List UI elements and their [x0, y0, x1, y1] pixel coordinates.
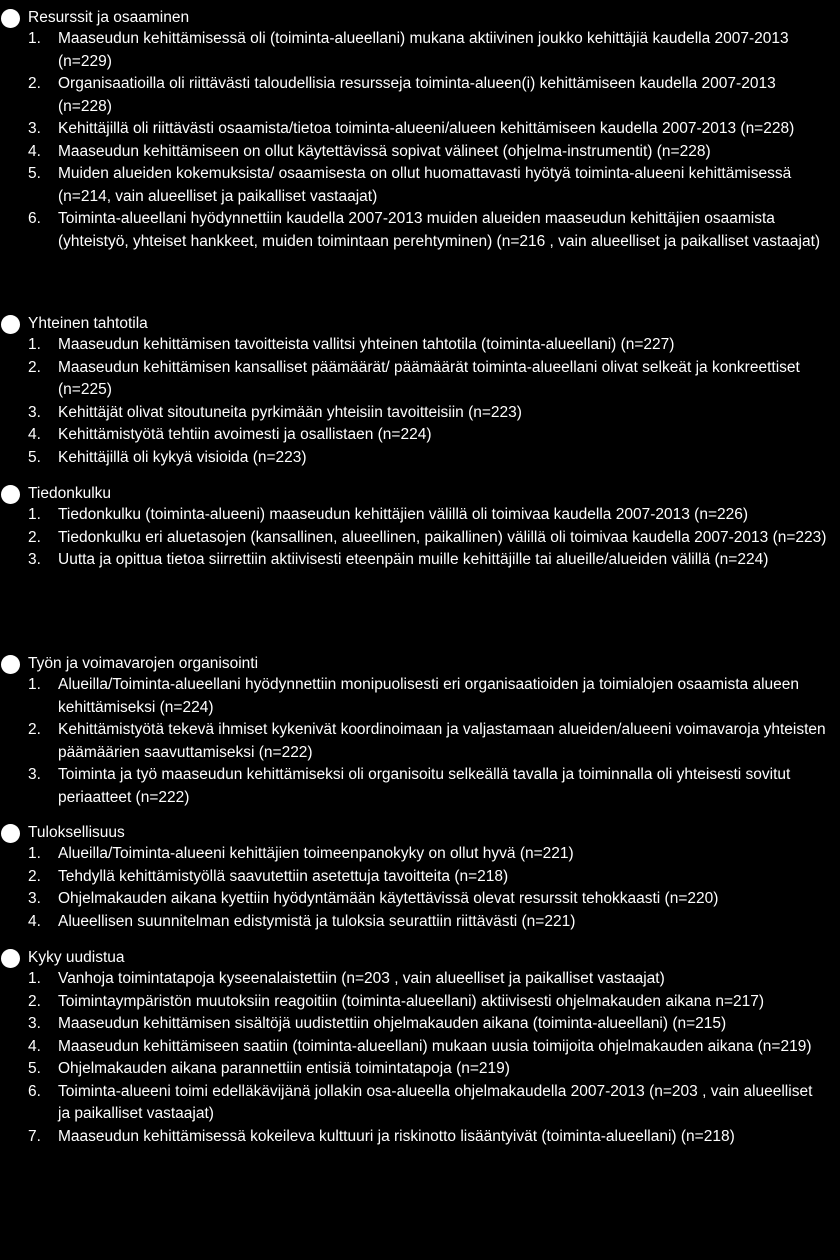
list-item	[0, 334, 840, 357]
list-item	[0, 866, 840, 889]
item-list	[0, 504, 840, 572]
section-title	[0, 654, 840, 674]
item-number: 6.	[28, 1082, 41, 1100]
item-list	[0, 968, 840, 1148]
item-text: Maaseudun kehittämiseen saatiin (toiminta-alueellani) mukaan uusia toimijoita ohjelmakauden aikana (n=219)	[58, 1037, 812, 1055]
list-item	[0, 1126, 840, 1149]
item-text: Maaseudun kehittämisessä kokeileva kulttuuri ja riskinotto lisääntyivät (toiminta-alueellani) (n=218)	[58, 1127, 735, 1145]
section-title-text: Yhteinen tahtotila	[28, 315, 148, 332]
item-list	[0, 674, 840, 809]
list-item	[0, 888, 840, 911]
item-text: Kehittäjät olivat sitoutuneita pyrkimään yhteisiin tavoitteisiin (n=223)	[58, 403, 522, 421]
item-text: Maaseudun kehittämiseen on ollut käytettävissä sopivat välineet (ohjelma-instrumentit) (n=228)	[58, 142, 711, 160]
section-title	[0, 314, 840, 334]
item-text: Kehittäjillä oli riittävästi osaamista/tietoa toiminta-alueeni/alueen kehittämiseen kaudella 2007-2013 (n=228)	[58, 120, 795, 137]
item-number: 5.	[28, 448, 41, 466]
item-text: Ohjelmakauden aikana parannettiin entisiä toimintatapoja (n=219)	[58, 1060, 510, 1077]
item-text: Ohjelmakauden aikana kyettiin hyödyntämään käytettävissä olevat resurssit tehokkaasti (n=220)	[58, 890, 719, 907]
list-item	[0, 141, 840, 164]
item-number: 1.	[28, 676, 41, 693]
section-information-flow	[0, 484, 840, 572]
list-item	[0, 402, 840, 425]
item-text: Uutta ja opittua tietoa siirrettiin aktiivisesti eteenpäin muille kehittäjille tai alueille/alueiden välillä (n=224)	[58, 551, 769, 568]
bullet-circle-icon	[1, 315, 20, 334]
list-item	[0, 843, 840, 866]
list-item	[0, 28, 840, 73]
bullet-circle-icon	[1, 949, 20, 968]
item-text: Tiedonkulku eri aluetasojen (kansallinen, alueellinen, paikallinen) välillä oli toimivaa kaudella 2007-2013 (n=223)	[58, 528, 827, 546]
item-text: Toiminta-alueellani hyödynnettiin kaudella 2007-2013 muiden alueiden maaseudun kehittäjien osaamista (yhteistyö, yhteiset hankkeet, muiden toimintaan perehtyminen) (n=216 , vain alueelliset ja paikalliset vastaajat)	[58, 210, 821, 250]
item-number: 1.	[28, 845, 41, 862]
item-number: 4.	[28, 426, 41, 443]
item-number: 4.	[28, 142, 41, 160]
section-title	[0, 948, 840, 968]
item-number: 4.	[28, 912, 41, 930]
list-item	[0, 208, 840, 253]
section-work-organisation	[0, 654, 840, 809]
list-item	[0, 991, 840, 1014]
list-item	[0, 424, 840, 447]
item-text: Maaseudun kehittämisen kansalliset päämäärät/ päämäärät toiminta-alueellani olivat selkeät ja konkreettiset (n=225)	[58, 358, 800, 398]
item-number: 3.	[28, 1015, 41, 1032]
list-item	[0, 549, 840, 572]
item-text: Tiedonkulku (toiminta-alueeni) maaseudun kehittäjien välillä oli toimivaa kaudella 2007-2013 (n=226)	[58, 506, 749, 523]
item-text: Toiminta ja työ maaseudun kehittämiseksi oli organisoitu selkeällä tavalla ja toiminnalla oli yhteisesti sovitut periaatteet (n=222)	[58, 766, 791, 806]
item-text: Alueilla/Toiminta-alueeni kehittäjien toimeenpanokyky on ollut hyvä (n=221)	[58, 845, 574, 862]
list-item	[0, 447, 840, 470]
item-text: Maaseudun kehittämisessä oli (toiminta-alueellani) mukana aktiivinen joukko kehittäjiä kaudella 2007-2013 (n=229)	[58, 30, 789, 70]
item-number: 3.	[28, 403, 41, 421]
list-item	[0, 163, 840, 208]
list-item	[0, 1081, 840, 1126]
item-number: 2.	[28, 528, 41, 546]
item-text: Toiminta-alueeni toimi edelläkävijänä jollakin osa-alueella ohjelmakaudella 2007-2013 (n=203 , vain alueelliset ja paikalliset vastaajat)	[58, 1082, 813, 1122]
section-resources	[0, 8, 840, 253]
list-item	[0, 968, 840, 991]
list-item	[0, 504, 840, 527]
section-title-text: Kyky uudistua	[28, 949, 125, 966]
bullet-circle-icon	[1, 824, 20, 843]
list-item	[0, 764, 840, 809]
list-item	[0, 527, 840, 550]
item-list	[0, 843, 840, 933]
item-number: 1.	[28, 970, 41, 987]
list-item	[0, 1013, 840, 1036]
item-number: 4.	[28, 1037, 41, 1055]
list-item	[0, 719, 840, 764]
item-number: 3.	[28, 551, 41, 568]
section-title-text: Tiedonkulku	[28, 485, 112, 502]
item-text: Kehittämistyötä tehtiin avoimesti ja osallistaen (n=224)	[58, 426, 432, 443]
item-number: 3.	[28, 766, 41, 783]
item-text: Kehittäjillä oli kykyä visioida (n=223)	[58, 448, 307, 466]
list-item	[0, 911, 840, 934]
item-number: 6.	[28, 210, 41, 227]
item-text: Maaseudun kehittämisen tavoitteista vallitsi yhteinen tahtotila (toiminta-alueellani) (n=227)	[58, 336, 675, 353]
item-number: 2.	[28, 992, 41, 1010]
item-number: 1.	[28, 506, 41, 523]
item-text: Toimintaympäristön muutoksiin reagoitiin (toiminta-alueellani) aktiivisesti ohjelmakauden aikana n=217)	[58, 992, 765, 1010]
item-text: Tehdyllä kehittämistyöllä saavutettiin asetettuja tavoitteita (n=218)	[58, 867, 509, 885]
item-number: 2.	[28, 75, 41, 92]
item-number: 2.	[28, 721, 41, 738]
item-number: 5.	[28, 165, 41, 182]
list-item	[0, 674, 840, 719]
section-title	[0, 484, 840, 504]
item-text: Maaseudun kehittämisen sisältöjä uudistettiin ohjelmakauden aikana (toiminta-alueellani) (n=215)	[58, 1015, 727, 1032]
section-title	[0, 823, 840, 843]
item-text: Organisaatioilla oli riittävästi taloudellisia resursseja toiminta-alueen(i) kehittämiseen kaudella 2007-2013 (n=228)	[58, 75, 776, 115]
item-text: Alueellisen suunnitelman edistymistä ja tuloksia seurattiin riittävästi (n=221)	[58, 912, 576, 930]
item-number: 7.	[28, 1127, 41, 1145]
bullet-circle-icon	[1, 485, 20, 504]
item-list	[0, 334, 840, 469]
section-results	[0, 823, 840, 933]
item-number: 1.	[28, 336, 41, 353]
item-text: Alueilla/Toiminta-alueellani hyödynnettiin monipuolisesti eri organisaatioiden ja toimialojen osaamista alueen kehittämiseksi (n=224)	[58, 676, 799, 716]
section-title-text: Työn ja voimavarojen organisointi	[28, 655, 259, 672]
section-shared-will	[0, 314, 840, 469]
list-item	[0, 1058, 840, 1081]
list-item	[0, 73, 840, 118]
item-text: Kehittämistyötä tekevä ihmiset kykenivät koordinoimaan ja valjastamaan alueiden/alueeni voimavaroja yhteisten päämäärien saavuttamiseksi (n=222)	[58, 721, 826, 761]
item-number: 1.	[28, 30, 41, 47]
item-number: 2.	[28, 358, 41, 376]
section-title	[0, 8, 840, 28]
list-item	[0, 357, 840, 402]
list-item	[0, 1036, 840, 1059]
list-item	[0, 118, 840, 141]
item-number: 2.	[28, 867, 41, 885]
bullet-circle-icon	[1, 655, 20, 674]
section-title-text: Tuloksellisuus	[28, 824, 125, 841]
item-text: Vanhoja toimintatapoja kyseenalaistettiin (n=203 , vain alueelliset ja paikalliset vastaajat)	[58, 970, 665, 987]
item-text: Muiden alueiden kokemuksista/ osaamisesta on ollut huomattavasti hyötyä toiminta-alueeni kehittämisessä (n=214, vain alueelliset ja paikalliset vastaajat)	[58, 165, 792, 205]
section-title-text: Resurssit ja osaaminen	[28, 9, 190, 26]
bullet-circle-icon	[1, 9, 20, 28]
item-number: 3.	[28, 890, 41, 907]
section-renewal	[0, 948, 840, 1148]
item-number: 5.	[28, 1060, 41, 1077]
item-list	[0, 28, 840, 253]
item-number: 3.	[28, 120, 41, 137]
